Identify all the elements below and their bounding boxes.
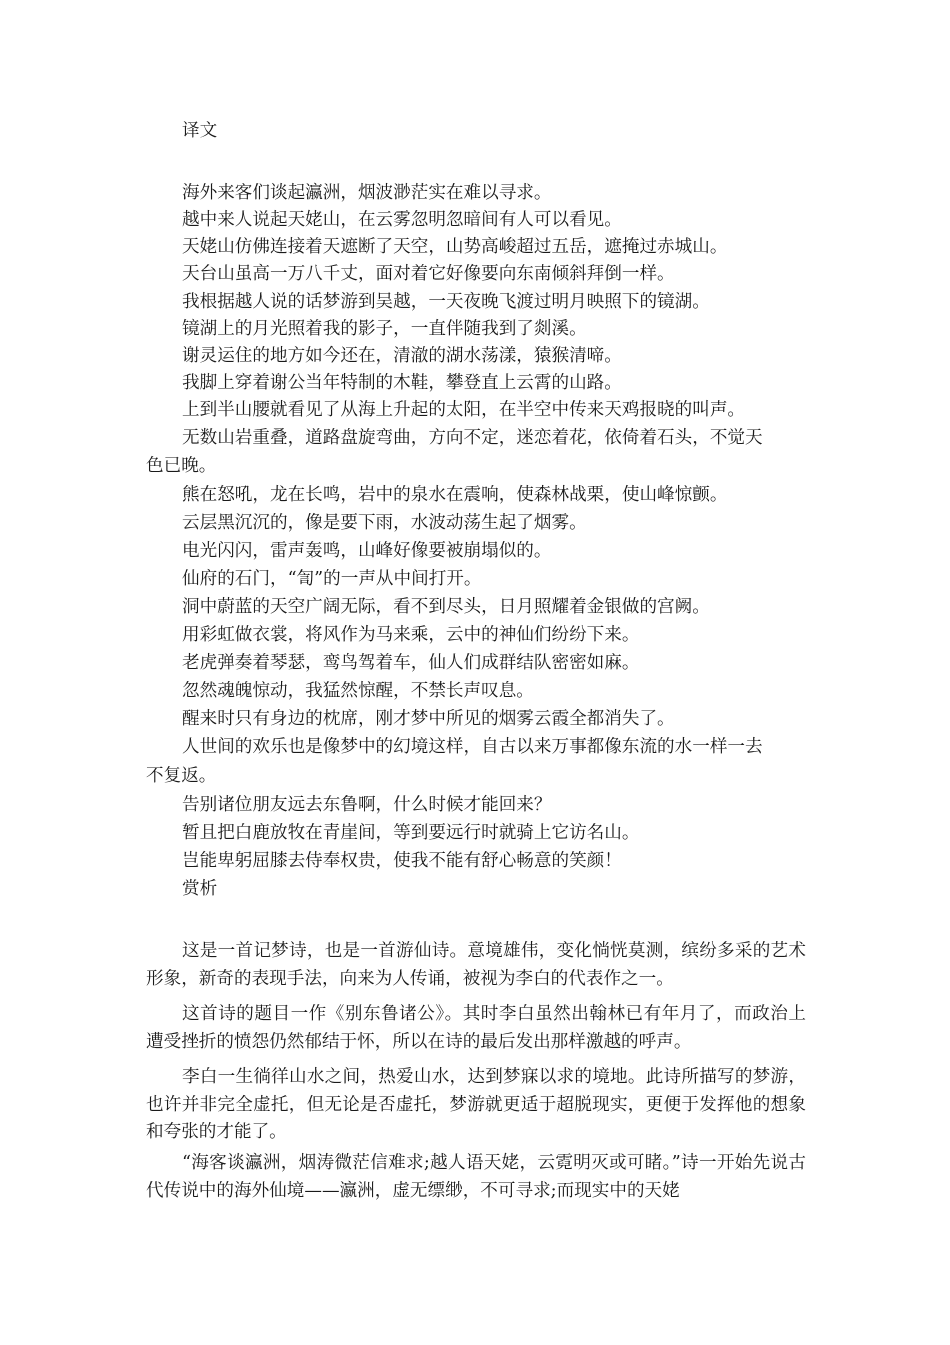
- translation-line: 镜湖上的月光照着我的影子，一直伴随我到了剡溪。: [182, 319, 587, 339]
- translation-line: 仙府的石门，“訇”的一声从中间打开。: [182, 569, 482, 589]
- translation-line: 色已晚。: [146, 456, 217, 476]
- translation-line: 我脚上穿着谢公当年特制的木鞋，攀登直上云霄的山路。: [182, 373, 622, 393]
- translation-line: 我根据越人说的话梦游到吴越，一天夜晚飞渡过明月映照下的镜湖。: [182, 292, 710, 312]
- translation-line: 云层黑沉沉的，像是要下雨，水波动荡生起了烟雾。: [182, 513, 587, 533]
- translation-line: 越中来人说起天姥山，在云雾忽明忽暗间有人可以看见。: [182, 210, 622, 230]
- analysis-paragraph: 李白一生徜徉山水之间，热爱山水，达到梦寐以求的境地。此诗所描写的梦游，也许并非完全虚托，但无论是否虚托，梦游就更适于超脱现实，更便于发挥他的想象和夸张的才能了。: [146, 1067, 806, 1143]
- translation-line: 用彩虹做衣裳，将风作为马来乘，云中的神仙们纷纷下来。: [182, 625, 640, 645]
- translation-line: 洞中蔚蓝的天空广阔无际，看不到尽头，日月照耀着金银做的宫阙。: [182, 597, 710, 617]
- analysis-heading: 赏析: [182, 879, 218, 899]
- translation-line: 岂能卑躬屈膝去侍奉权贵，使我不能有舒心畅意的笑颜！: [182, 851, 622, 871]
- translation-line: 电光闪闪，雷声轰鸣，山峰好像要被崩塌似的。: [182, 541, 552, 561]
- analysis-paragraph: 这首诗的题目一作《别东鲁诸公》。其时李白虽然出翰林已有年月了，而政治上遭受挫折的愤怨仍然郁结于怀，所以在诗的最后发出那样激越的呼声。: [146, 1004, 806, 1052]
- translation-line: 不复返。: [146, 766, 217, 786]
- translation-line: 告别诸位朋友远去东鲁啊，什么时候才能回来？: [182, 795, 552, 815]
- translation-line: 海外来客们谈起瀛洲，烟波渺茫实在难以寻求。: [182, 183, 552, 203]
- translation-line: 天姥山仿佛连接着天遮断了天空，山势高峻超过五岳，遮掩过赤城山。: [182, 237, 728, 257]
- translation-line: 熊在怒吼，龙在长鸣，岩中的泉水在震响，使森林战栗，使山峰惊颤。: [182, 485, 728, 505]
- analysis-paragraph: “海客谈瀛洲，烟涛微茫信难求;越人语天姥，云霓明灭或可睹。”诗一开始先说古代传说中的海外仙境——瀛洲，虚无缥缈，不可寻求;而现实中的天姥: [146, 1153, 806, 1201]
- translation-line: 天台山虽高一万八千丈，面对着它好像要向东南倾斜拜倒一样。: [182, 264, 675, 284]
- translation-line: 人世间的欢乐也是像梦中的幻境这样，自古以来万事都像东流的水一样一去: [182, 737, 763, 757]
- translation-line: 暂且把白鹿放牧在青崖间，等到要远行时就骑上它访名山。: [182, 823, 640, 843]
- translation-line: 上到半山腰就看见了从海上升起的太阳，在半空中传来天鸡报晓的叫声。: [182, 400, 746, 420]
- translation-line: 老虎弹奏着琴瑟，鸾鸟驾着车，仙人们成群结队密密如麻。: [182, 653, 640, 673]
- translation-line: 谢灵运住的地方如今还在，清澈的湖水荡漾，猿猴清啼。: [182, 346, 622, 366]
- analysis-paragraph: 这是一首记梦诗，也是一首游仙诗。意境雄伟，变化惝恍莫测，缤纷多采的艺术形象，新奇的表现手法，向来为人传诵，被视为李白的代表作之一。: [146, 941, 806, 989]
- translation-line: 醒来时只有身边的枕席，刚才梦中所见的烟雾云霞全都消失了。: [182, 709, 675, 729]
- translation-heading: 译文: [182, 121, 218, 141]
- translation-line: 无数山岩重叠，道路盘旋弯曲，方向不定，迷恋着花，依倚着石头，不觉天: [182, 428, 763, 448]
- translation-line: 忽然魂魄惊动，我猛然惊醒，不禁长声叹息。: [182, 681, 534, 701]
